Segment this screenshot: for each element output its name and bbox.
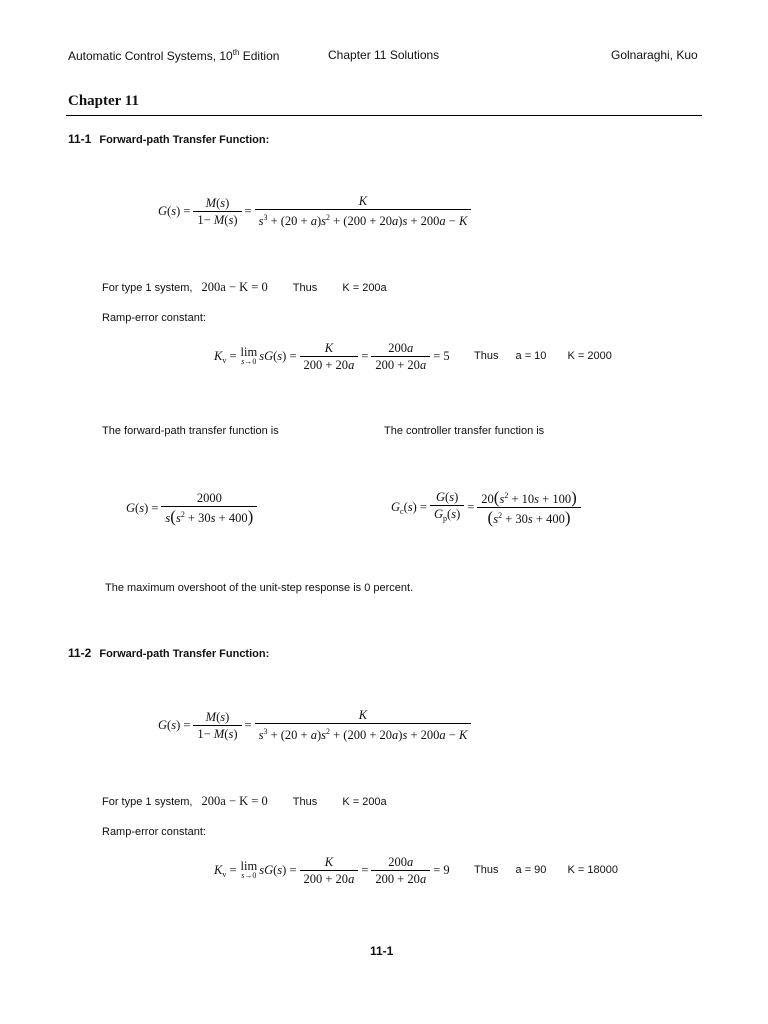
type1-line: For type 1 system, 200a − K = 0 Thus K = 200a <box>102 280 387 294</box>
problem-number: 11-2 <box>68 646 92 660</box>
problem-heading <box>68 646 269 660</box>
header-chapter-solutions: Chapter 11 Solutions <box>328 48 440 62</box>
header-book-title: Automatic Control Systems, 10th Edition <box>68 48 280 63</box>
forward-path-label: The forward-path transfer function is <box>102 425 279 437</box>
overshoot-text: The maximum overshoot of the unit-step response is 0 percent. <box>105 582 414 594</box>
problem-heading <box>68 132 269 146</box>
ramp-error-label: Ramp-error constant: <box>102 312 206 324</box>
controller-equation: $G_c(s)$ = $\frac{G(s)}{G_p(s)}$ = $\frac{20(s^2 + 10s + 100)}{(s^2 + 30s + 400)}$ <box>391 488 584 527</box>
page-number: 11-1 <box>370 944 394 958</box>
controller-label: The controller transfer function is <box>384 425 545 437</box>
kv-equation: $K_v$ = lim s→0 sG(s) = $\frac{K}{200 + 20a}$ = $\frac{200a}{200 + 20a}$ = 5 <box>214 341 450 372</box>
header-rule <box>66 115 702 116</box>
type1-line: For type 1 system, 200a − K = 0 Thus K = 200a <box>102 794 387 808</box>
problem-title: Forward-path Transfer Function: <box>99 134 270 146</box>
header-authors: Golnaraghi, Kuo <box>611 48 698 62</box>
kv-result: Thus a = 90 K = 18000 <box>474 864 618 876</box>
transfer-function-equation: G(s) = $\frac{M(s)}{1- M(s)}$ = $\frac{K}{s^3 + (20 + a)s^2 + (200 + 20a)s + 200a - K}$ <box>158 193 474 229</box>
kv-result: Thus a = 10 K = 2000 <box>474 350 612 362</box>
ramp-error-label: Ramp-error constant: <box>102 826 206 838</box>
chapter-title: Chapter 11 <box>68 93 139 109</box>
transfer-function-equation: G(s) = $\frac{M(s)}{1- M(s)}$ = $\frac{K}{s^3 + (20 + a)s^2 + (200 + 20a)s + 200a - K}$ <box>158 707 474 743</box>
kv-equation: $K_v$ = lim s→0 sG(s) = $\frac{K}{200 + 20a}$ = $\frac{200a}{200 + 20a}$ = 9 <box>214 855 450 886</box>
forward-path-equation: G(s) = $\frac{2000}{s(s^2 + 30s + 400)}$ <box>126 490 260 526</box>
problem-title: Forward-path Transfer Function: <box>99 648 270 660</box>
problem-number: 11-1 <box>68 132 92 146</box>
